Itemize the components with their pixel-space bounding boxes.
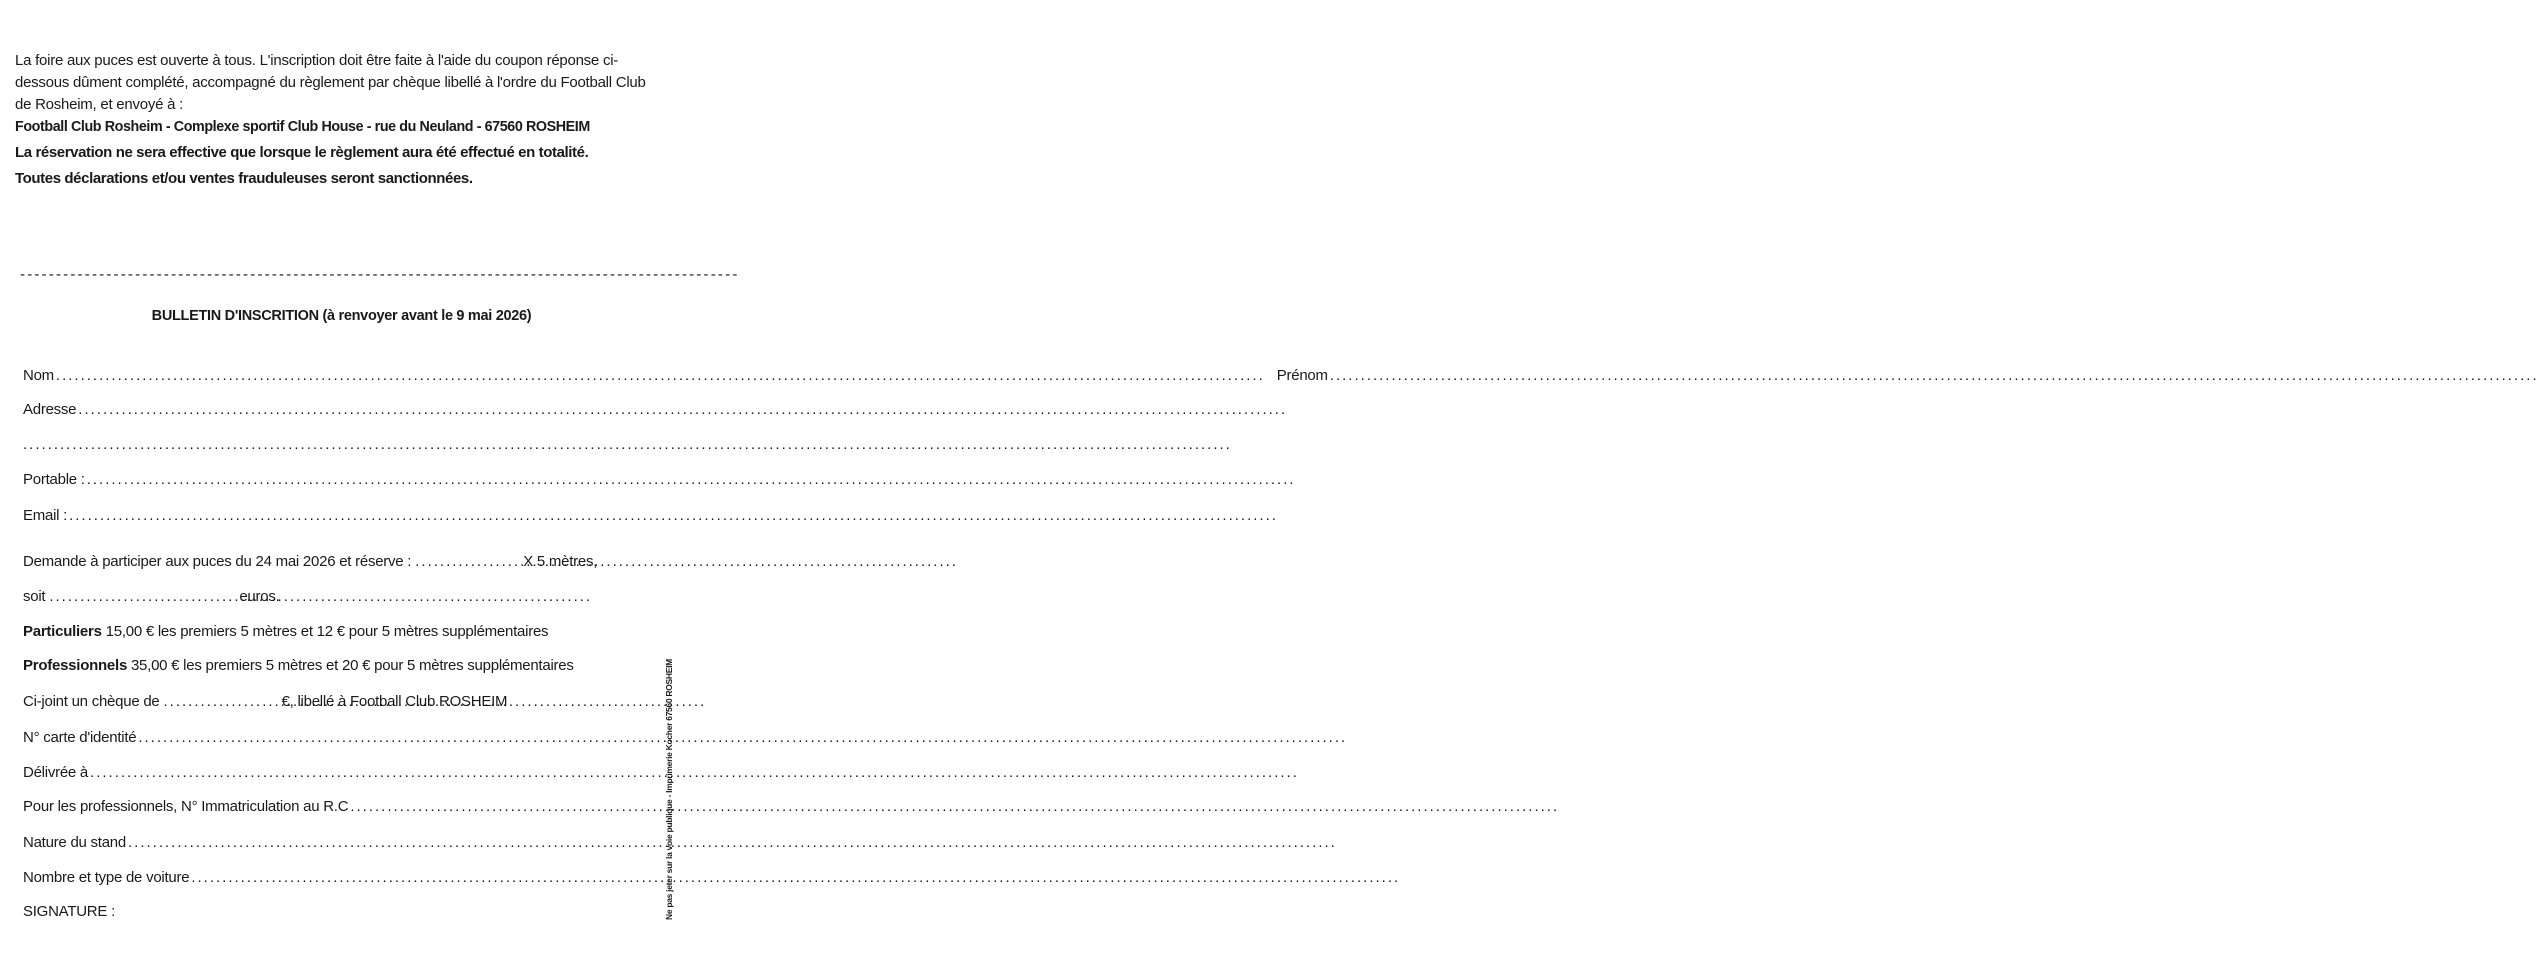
field-nom[interactable]	[56, 367, 1265, 384]
label-soit: soit	[23, 588, 46, 605]
tarif-professionnels: 35,00 € les premiers 5 mètres et 20 € pour 5 mètres supplémentaires	[130, 657, 574, 674]
row-soit	[23, 588, 653, 608]
row-demande	[23, 553, 653, 573]
cut-line: ----------------------------------------------------------------------------------------------------	[20, 266, 740, 283]
label-cheque-suffix: €, libellé à Football Club ROSHEIM	[281, 693, 508, 710]
label-voiture: Nombre et type de voiture	[23, 869, 190, 886]
label-signature: SIGNATURE :	[23, 903, 115, 920]
field-cheque[interactable]	[164, 693, 276, 710]
row-portable	[23, 471, 653, 491]
label-delivree: Délivrée à	[23, 764, 89, 781]
label-cheque: Ci-joint un chèque de	[23, 693, 160, 710]
row-particuliers	[23, 623, 653, 643]
row-nature	[23, 834, 645, 854]
field-immatriculation[interactable]	[350, 798, 1559, 815]
field-euros[interactable]	[49, 588, 227, 605]
label-euros: euros.	[239, 588, 280, 605]
field-email[interactable]	[69, 507, 1278, 524]
label-portable: Portable :	[23, 471, 85, 488]
row-adresse	[23, 401, 645, 421]
row-immatriculation	[23, 798, 645, 818]
field-nature[interactable]	[128, 834, 1337, 851]
label-nom: Nom	[23, 367, 54, 384]
field-adresse-2[interactable]	[23, 436, 1232, 453]
row-adresse-2	[23, 436, 653, 456]
form-title: BULLETIN D'INSCRITION (à renvoyer avant le 9 mai 2026)	[151, 308, 532, 324]
label-metres: X 5 mètres,	[523, 553, 598, 570]
field-prenom[interactable]	[1330, 367, 2539, 384]
label-demande: Demande à participer aux puces du 24 mai 2026 et réserve :	[23, 553, 412, 570]
payment-notice: La réservation ne sera effective que lorsque le règlement aura été effectué en totalité.	[15, 144, 589, 161]
field-delivree[interactable]	[90, 764, 1299, 781]
label-nature: Nature du stand	[23, 834, 126, 851]
label-adresse: Adresse	[23, 401, 77, 418]
row-delivree	[23, 764, 641, 784]
label-carte: N° carte d'identité	[23, 729, 137, 746]
field-portable[interactable]	[87, 471, 1296, 488]
intro-paragraph: La foire aux puces est ouverte à tous. L'inscription doit être faite à l'aide du coupon réponse ci-dessous dûment complété, accompagné du règlement par chèque libellé à l'ordre du Football Club de Rosheim, et envoyé à :	[15, 52, 646, 113]
fraud-notice: Toutes déclarations et/ou ventes frauduleuses seront sanctionnées.	[15, 170, 473, 187]
label-prenom: Prénom	[1276, 367, 1328, 384]
side-note: Ne pas jeter sur la voie publique - Imprimerie Kocher 67560 ROSHEIM	[664, 659, 674, 920]
row-email	[23, 507, 653, 527]
row-carte	[23, 729, 641, 749]
intro-section	[15, 50, 665, 190]
row-nom	[23, 367, 1328, 387]
label-immatriculation: Pour les professionnels, N° Immatriculation au R.C	[23, 798, 349, 815]
row-cheque	[23, 693, 653, 713]
field-adresse[interactable]	[78, 401, 1287, 418]
label-professionnels: Professionnels	[23, 657, 128, 674]
label-email: Email :	[23, 507, 68, 524]
club-address: Football Club Rosheim - Complexe sportif Club House - rue du Neuland - 67560 ROSHEIM	[15, 119, 590, 135]
row-voiture	[23, 869, 645, 889]
tarif-particuliers: 15,00 € les premiers 5 mètres et 12 € pour 5 mètres supplémentaires	[105, 623, 549, 640]
field-voiture[interactable]	[191, 869, 1400, 886]
field-carte[interactable]	[138, 729, 1347, 746]
row-professionnels	[23, 657, 653, 677]
row-signature	[23, 903, 653, 923]
label-particuliers: Particuliers	[23, 623, 102, 640]
field-metres[interactable]	[415, 553, 517, 570]
